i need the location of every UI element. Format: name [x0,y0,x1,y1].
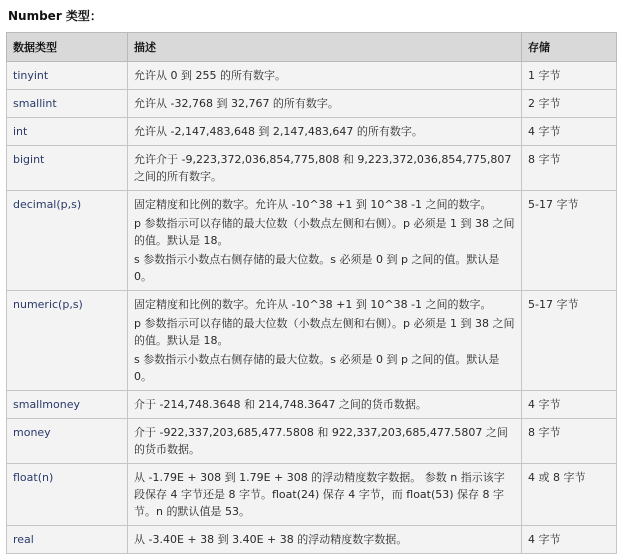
type-cell: tinyint [7,62,128,90]
type-cell: bigint [7,146,128,191]
description-cell [128,118,522,146]
storage-cell: 1 字节 [522,62,617,90]
description-text: s 参数指示小数点右侧存储的最大位数。s 必须是 0 到 p 之间的值。默认是 0。 [134,353,500,383]
description-cell [128,146,522,191]
section-heading: Number 类型： [8,9,102,23]
table-row [7,146,617,191]
column-header-storage: 存储 [522,33,617,62]
storage-cell: 5-17 字节 [522,291,617,391]
type-cell: smallmoney [7,391,128,419]
type-cell: float(n) [7,464,128,526]
number-types-table [6,32,617,554]
table-row [7,191,617,291]
type-cell: smallint [7,90,128,118]
storage-cell: 4 字节 [522,526,617,554]
description-text: p 参数指示可以存储的最大位数（小数点左侧和右侧）。p 必须是 1 到 38 之间的值。默认是 18。 [134,317,515,347]
description-text: 允许介于 -9,223,372,036,854,775,808 和 9,223,372,036,854,775,807 之间的所有数字。 [134,153,512,183]
storage-cell: 4 或 8 字节 [522,464,617,526]
description-text: 允许从 -2,147,483,648 到 2,147,483,647 的所有数字。 [134,125,423,138]
description-cell [128,291,522,391]
description-text: 允许从 0 到 255 的所有数字。 [134,69,286,82]
description-cell [128,526,522,554]
storage-cell: 5-17 字节 [522,191,617,291]
storage-cell: 2 字节 [522,90,617,118]
description-cell [128,90,522,118]
table-row [7,62,617,90]
description-text: 介于 -214,748.3648 和 214,748.3647 之间的货币数据。 [134,398,427,411]
storage-cell: 4 字节 [522,391,617,419]
description-text: 固定精度和比例的数字。允许从 -10^38 +1 到 10^38 -1 之间的数字。 [134,198,492,211]
description-text: 从 -1.79E + 308 到 1.79E + 308 的浮动精度数字数据。 参数 n 指示该字段保存 4 字节还是 8 字节。float(24) 保存 4 字节，而 float(53) 保存 8 字节。n 的默认值是 53。 [134,471,505,518]
description-text: 允许从 -32,768 到 32,767 的所有数字。 [134,97,339,110]
table-row [7,526,617,554]
description-text: p 参数指示可以存储的最大位数（小数点左侧和右侧）。p 必须是 1 到 38 之间的值。默认是 18。 [134,217,515,247]
type-cell: int [7,118,128,146]
column-header-type: 数据类型 [7,33,128,62]
description-text: 固定精度和比例的数字。允许从 -10^38 +1 到 10^38 -1 之间的数字。 [134,298,492,311]
description-text: 介于 -922,337,203,685,477.5808 和 922,337,203,685,477.5807 之间的货币数据。 [134,426,508,456]
column-header-description: 描述 [128,33,522,62]
storage-cell: 4 字节 [522,118,617,146]
table-row [7,464,617,526]
table-row [7,419,617,464]
description-text: 从 -3.40E + 38 到 3.40E + 38 的浮动精度数字数据。 [134,533,408,546]
type-cell: real [7,526,128,554]
table-row [7,90,617,118]
storage-cell: 8 字节 [522,419,617,464]
description-cell [128,464,522,526]
description-cell [128,62,522,90]
storage-cell: 8 字节 [522,146,617,191]
type-cell: money [7,419,128,464]
table-row [7,118,617,146]
description-text: s 参数指示小数点右侧存储的最大位数。s 必须是 0 到 p 之间的值。默认是 0。 [134,253,500,283]
table-row [7,391,617,419]
table-header-row [7,33,617,62]
description-cell [128,191,522,291]
table-row [7,291,617,391]
description-cell [128,419,522,464]
description-cell [128,391,522,419]
type-cell: decimal(p,s) [7,191,128,291]
type-cell: numeric(p,s) [7,291,128,391]
